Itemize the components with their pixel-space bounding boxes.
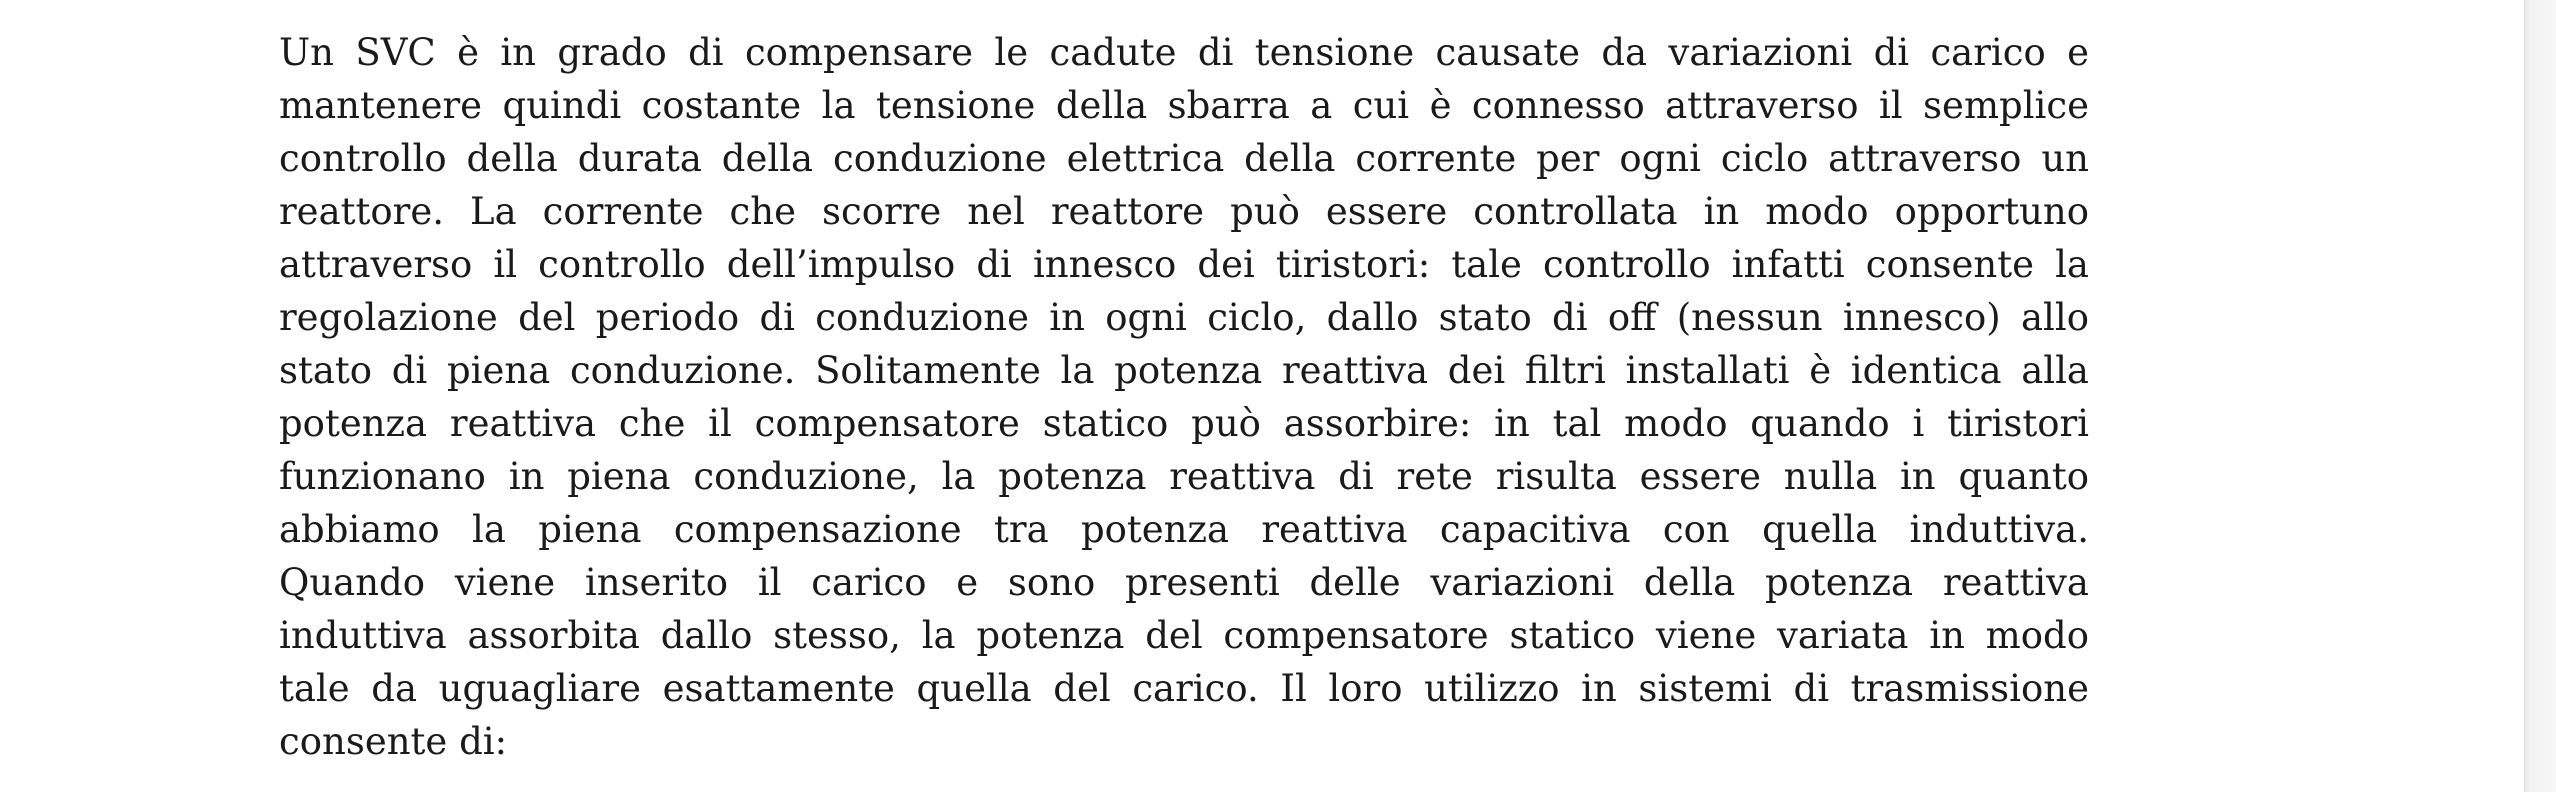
- paragraph-line: induttiva assorbita dallo stesso, la potenza del compensatore statico viene variata in modo: [279, 614, 2089, 657]
- paragraph-line: Un SVC è in grado di compensare le cadute di tensione causate da variazioni di carico e: [279, 31, 2089, 74]
- paragraph-line: attraverso il controllo dell’impulso di innesco dei tiristori: tale controllo infatti consente la: [279, 243, 2089, 286]
- paragraph-line: controllo della durata della conduzione elettrica della corrente per ogni ciclo attraverso un: [279, 137, 2089, 180]
- paragraph-line: funzionano in piena conduzione, la potenza reattiva di rete risulta essere nulla in quanto: [279, 455, 2089, 498]
- paragraph-line: potenza reattiva che il compensatore statico può assorbire: in tal modo quando i tiristori: [279, 402, 2089, 445]
- body-paragraph: [279, 26, 2089, 768]
- paragraph-line: consente di:: [279, 720, 508, 763]
- paragraph-line: abbiamo la piena compensazione tra potenza reattiva capacitiva con quella induttiva.: [279, 508, 2089, 551]
- paragraph-line: regolazione del periodo di conduzione in ogni ciclo, dallo stato di off (nessun innesco) allo: [279, 296, 2089, 339]
- paragraph-line: tale da uguagliare esattamente quella del carico. Il loro utilizzo in sistemi di trasmissione: [279, 667, 2089, 710]
- page-edge-gutter: [2524, 0, 2556, 792]
- paragraph-line: mantenere quindi costante la tensione della sbarra a cui è connesso attraverso il semplice: [279, 84, 2089, 127]
- paragraph-line: reattore. La corrente che scorre nel reattore può essere controllata in modo opportuno: [279, 190, 2089, 233]
- paragraph-line: Quando viene inserito il carico e sono presenti delle variazioni della potenza reattiva: [279, 561, 2089, 604]
- paragraph-line: stato di piena conduzione. Solitamente la potenza reattiva dei filtri installati è identica alla: [279, 349, 2089, 392]
